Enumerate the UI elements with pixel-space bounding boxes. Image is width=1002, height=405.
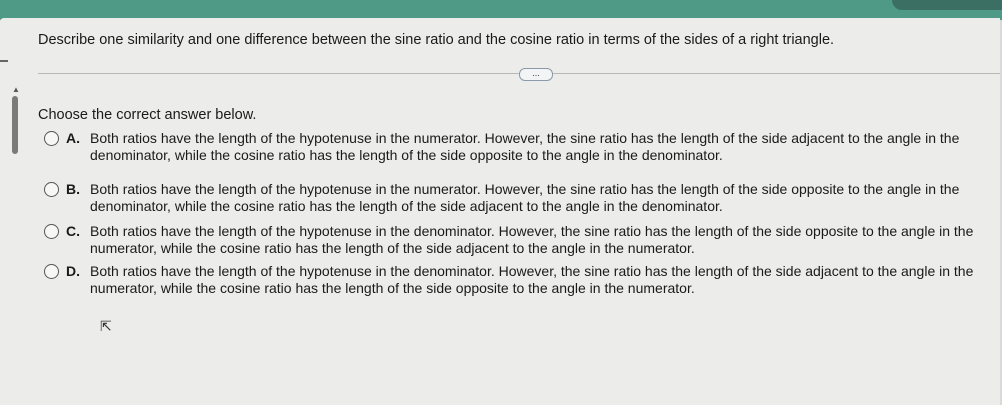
- header-corner: [892, 0, 1002, 10]
- mouse-pointer-icon: ⇱: [100, 318, 112, 334]
- more-button[interactable]: ...: [519, 68, 553, 81]
- scrollbar-thumb[interactable]: [12, 96, 18, 154]
- radio-button-icon[interactable]: [44, 224, 59, 239]
- radio-button-icon[interactable]: [44, 182, 59, 197]
- option-text: Both ratios have the length of the hypotenuse in the denominator. However, the sine ratio has the length of the side adjacent to the angle in the numerator, while the cosine ratio has the length of the side opposite to the angle in the numerator.: [90, 263, 974, 296]
- radio-button-icon[interactable]: [44, 131, 59, 146]
- option-letter: A.: [66, 130, 80, 146]
- collapse-handle-icon[interactable]: [0, 60, 8, 62]
- option-text: Both ratios have the length of the hypotenuse in the numerator. However, the sine ratio has the length of the side adjacent to the angle in the denominator, while the cosine ratio has the length of the side opposite to the angle in the denominator.: [90, 130, 960, 163]
- option-letter: B.: [66, 181, 80, 197]
- option-text: Both ratios have the length of the hypotenuse in the numerator. However, the sine ratio has the length of the side opposite to the angle in the denominator, while the cosine ratio has the length of the side adjacent to the angle in the denominator.: [90, 181, 960, 214]
- question-text: Describe one similarity and one difference between the sine ratio and the cosine ratio in terms of the sides of a right triangle.: [38, 32, 835, 48]
- option-letter: C.: [66, 223, 80, 239]
- top-header-bar: [0, 0, 1002, 20]
- question-panel: [0, 18, 1000, 405]
- option-letter: D.: [66, 263, 80, 279]
- scroll-up-icon[interactable]: ▲: [12, 85, 20, 94]
- option-text: Both ratios have the length of the hypotenuse in the denominator. However, the sine ratio has the length of the side opposite to the angle in the numerator, while the cosine ratio has the length of the side adjacent to the angle in the numerator.: [90, 223, 974, 256]
- instruction-text: Choose the correct answer below.: [38, 107, 257, 123]
- radio-button-icon[interactable]: [44, 264, 59, 279]
